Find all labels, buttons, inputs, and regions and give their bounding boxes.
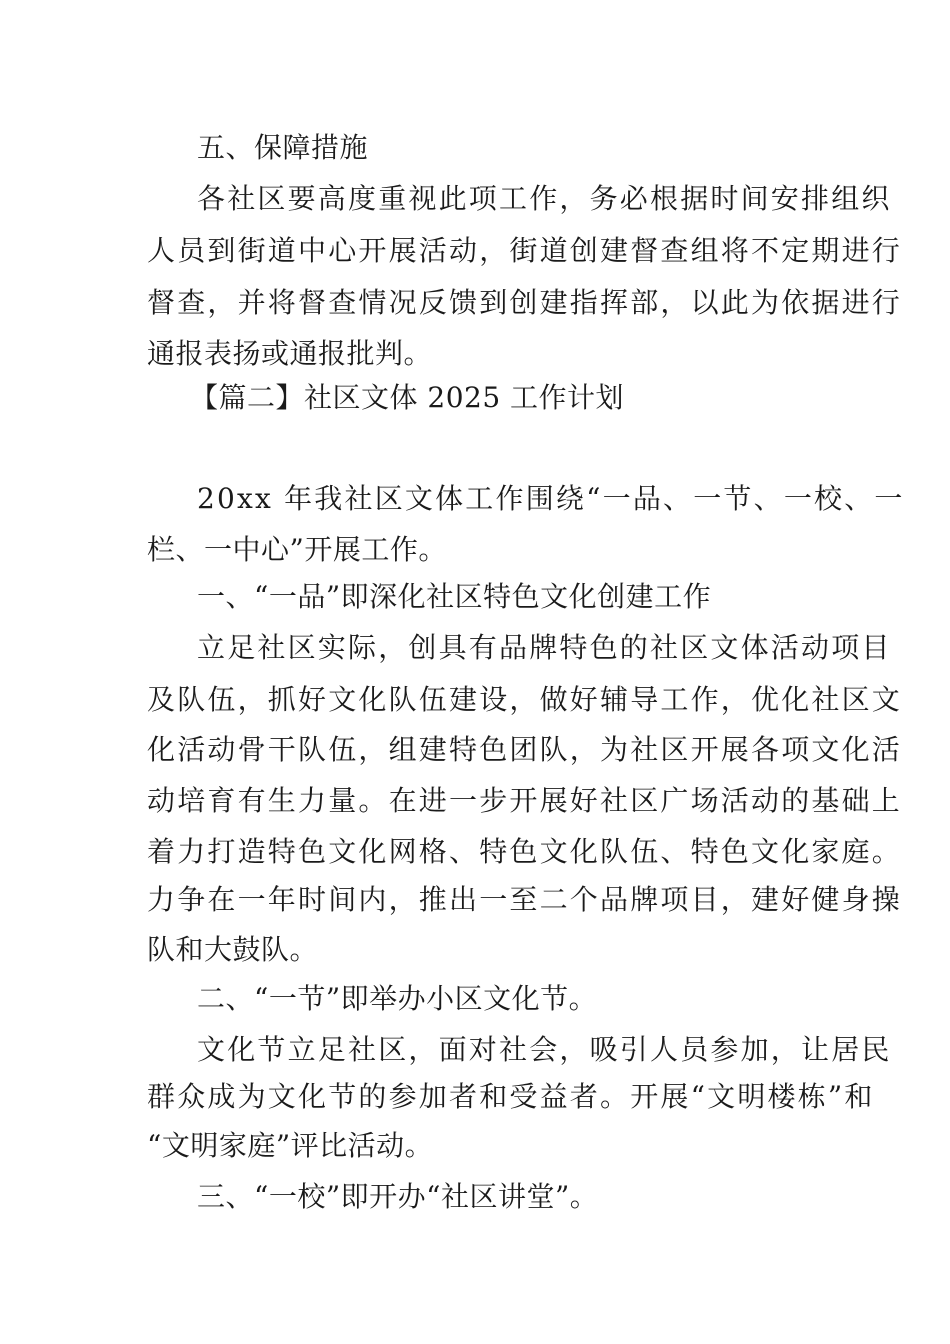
paragraph-line: 着力打造特色文化网格、特色文化队伍、特色文化家庭。 <box>147 835 903 868</box>
paragraph-line: 队和大鼓队。 <box>147 933 319 966</box>
section-heading-safeguards: 五、保障措施 <box>197 131 369 164</box>
paragraph-line: 通报表扬或通报批判。 <box>147 337 433 370</box>
paragraph-line: “文明家庭”评比活动。 <box>147 1129 434 1162</box>
paragraph-line: 力争在一年时间内，推出一至二个品牌项目，建好健身操 <box>147 883 903 916</box>
paragraph-line: 20xx 年我社区文体工作围绕“一品、一节、一校、一 <box>197 482 905 515</box>
section-heading-one-brand: 一、“一品”即深化社区特色文化创建工作 <box>197 580 712 613</box>
paragraph-line: 文化节立足社区，面对社会，吸引人员参加，让居民 <box>197 1033 892 1066</box>
paragraph-line: 群众成为文化节的参加者和受益者。开展“文明楼栋”和 <box>147 1080 875 1113</box>
paragraph-line: 栏、一中心”开展工作。 <box>147 533 447 566</box>
paragraph-line: 人员到街道中心开展活动，街道创建督查组将不定期进行 <box>147 234 903 267</box>
section-heading-one-festival: 二、“一节”即举办小区文化节。 <box>197 982 598 1015</box>
paragraph-line: 动培育有生力量。在进一步开展好社区广场活动的基础上 <box>147 784 903 817</box>
paragraph-line: 督查，并将督查情况反馈到创建指挥部，以此为依据进行 <box>147 286 903 319</box>
chapter-title: 【篇二】社区文体 2025 工作计划 <box>190 381 625 414</box>
paragraph-line: 立足社区实际，创具有品牌特色的社区文体活动项目 <box>197 631 892 664</box>
paragraph-line: 化活动骨干队伍，组建特色团队，为社区开展各项文化活 <box>147 733 903 766</box>
section-heading-one-school: 三、“一校”即开办“社区讲堂”。 <box>197 1180 599 1213</box>
paragraph-line: 各社区要高度重视此项工作，务必根据时间安排组织 <box>197 182 892 215</box>
paragraph-line: 及队伍，抓好文化队伍建设，做好辅导工作，优化社区文 <box>147 683 903 716</box>
